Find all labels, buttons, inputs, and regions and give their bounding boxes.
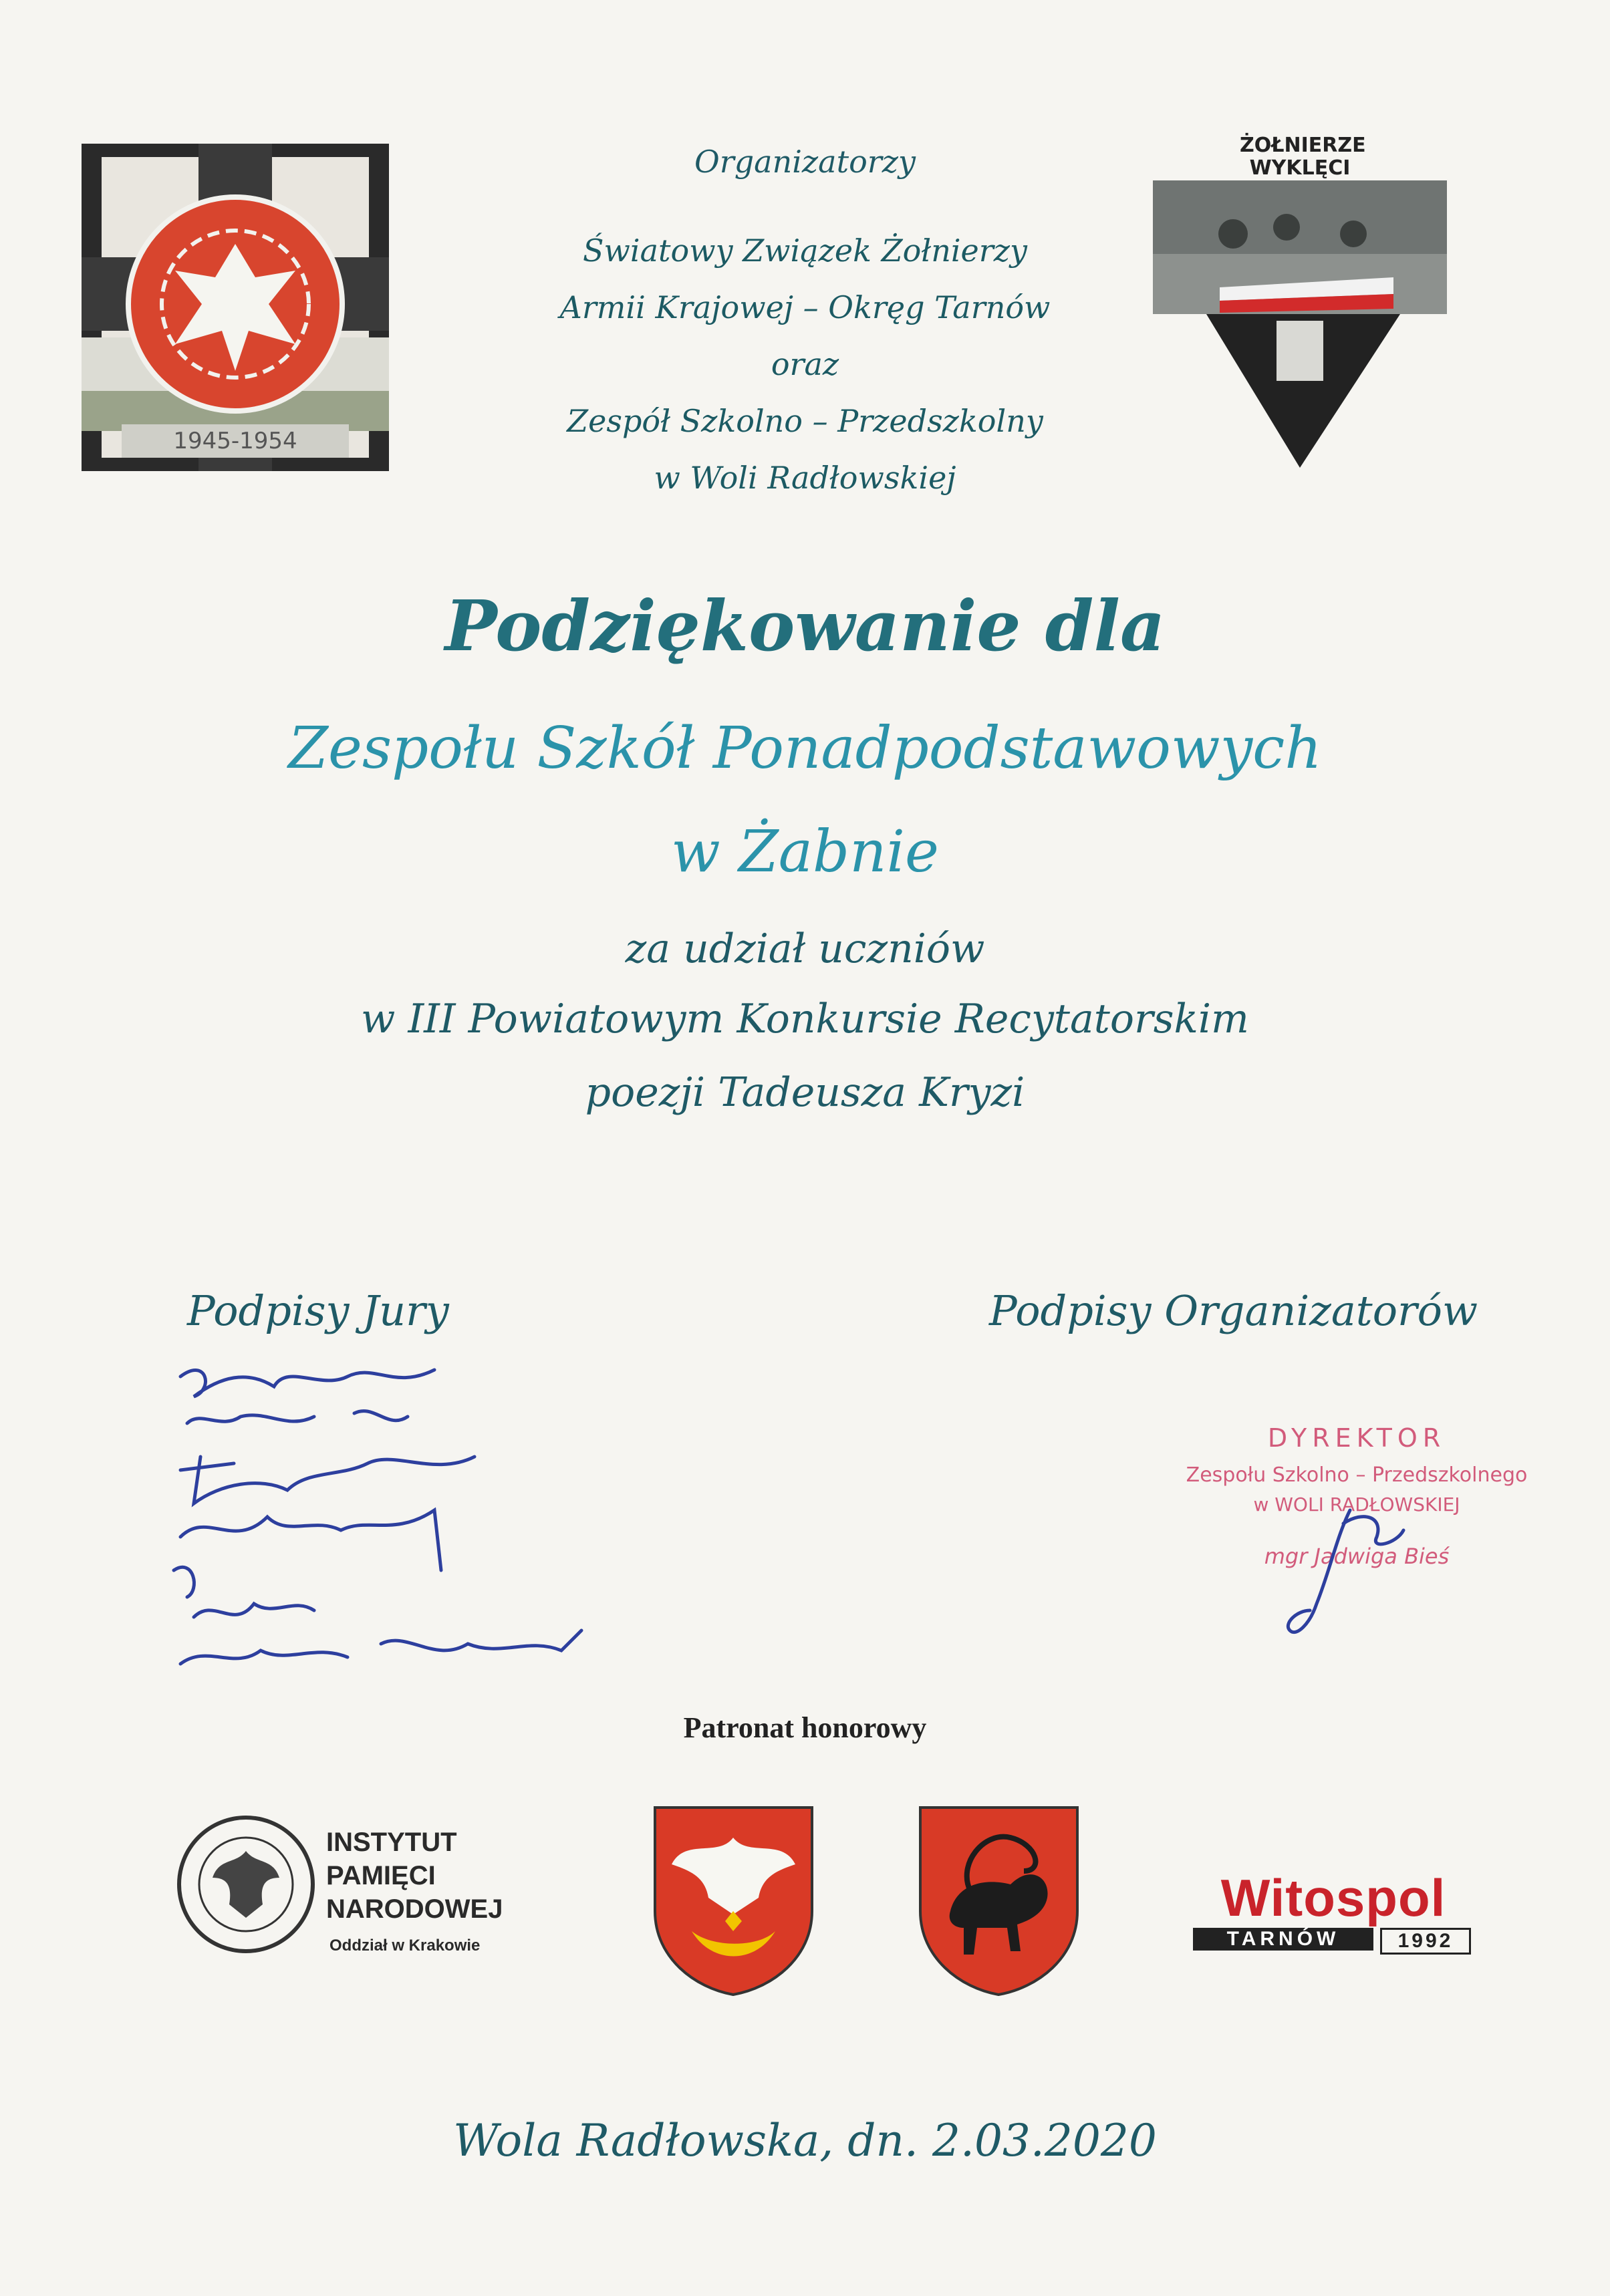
org-line-5: w Woli Radłowskiej bbox=[654, 460, 956, 496]
org-line-4: Zespół Szkolno – Przedszkolny bbox=[567, 403, 1043, 439]
certificate-title: Podziękowanie dla bbox=[444, 585, 1166, 667]
zolnierze-wykleci-poster bbox=[1153, 134, 1447, 468]
place-and-date: Wola Radłowska, dn. 2.03.2020 bbox=[453, 2115, 1157, 2166]
tarnow-coat-of-arms bbox=[910, 1798, 1087, 1998]
recipient-line-1: Zespołu Szkół Ponadpodstawowych bbox=[288, 715, 1322, 782]
reason-line-2: w III Powiatowym Konkursie Recytatorskim bbox=[361, 996, 1249, 1042]
ipn-line-2: PAMIĘCI bbox=[326, 1861, 436, 1890]
organizers-signatures-label: Podpisy Organizatorów bbox=[989, 1286, 1478, 1335]
witospol-city: TARNÓW bbox=[1193, 1928, 1373, 1951]
stamp-line-4: mgr Jadwiga Bieś bbox=[1264, 1544, 1450, 1569]
ipn-line-4: Oddział w Krakowie bbox=[329, 1936, 481, 1955]
poster-title-1: ŻOŁNIERZE bbox=[1240, 134, 1366, 157]
emblem-years: 1945-1954 bbox=[173, 428, 297, 454]
org-line-2: Armii Krajowej – Okręg Tarnów bbox=[559, 289, 1051, 325]
witospol-name: Witospol bbox=[1220, 1868, 1446, 1927]
organizer-signature-scribble bbox=[1270, 1497, 1417, 1651]
jury-signatures-label: Podpisy Jury bbox=[187, 1286, 449, 1335]
organizers-heading: Organizatorzy bbox=[694, 144, 916, 180]
ipn-line-1: INSTYTUT bbox=[326, 1828, 457, 1857]
ipn-logo bbox=[172, 1811, 573, 1971]
reason-line-1: za udział uczniów bbox=[625, 925, 985, 972]
patronage-label: Patronat honorowy bbox=[683, 1711, 927, 1744]
reason-line-3: poezji Tadeusza Kryzi bbox=[585, 1069, 1025, 1116]
ipn-line-3: NARODOWEJ bbox=[326, 1894, 503, 1924]
poster-title-2: WYKLĘCI bbox=[1249, 156, 1351, 180]
witospol-logo bbox=[1173, 1868, 1494, 1961]
witospol-year: 1992 bbox=[1380, 1928, 1471, 1955]
recipient-line-2: w Żabnie bbox=[671, 819, 939, 885]
org-line-1: Światowy Związek Żołnierzy bbox=[583, 233, 1027, 269]
powiat-coat-of-arms bbox=[645, 1798, 822, 1998]
jury-signatures-scribbles bbox=[154, 1350, 662, 1684]
stamp-line-2: Zespołu Szkolno – Przedszkolnego bbox=[1186, 1463, 1528, 1487]
stamp-line-3: w WOLI RADŁOWSKIEJ bbox=[1253, 1493, 1460, 1516]
org-line-3: oraz bbox=[771, 346, 839, 382]
stamp-line-1: DYREKTOR bbox=[1267, 1423, 1446, 1453]
